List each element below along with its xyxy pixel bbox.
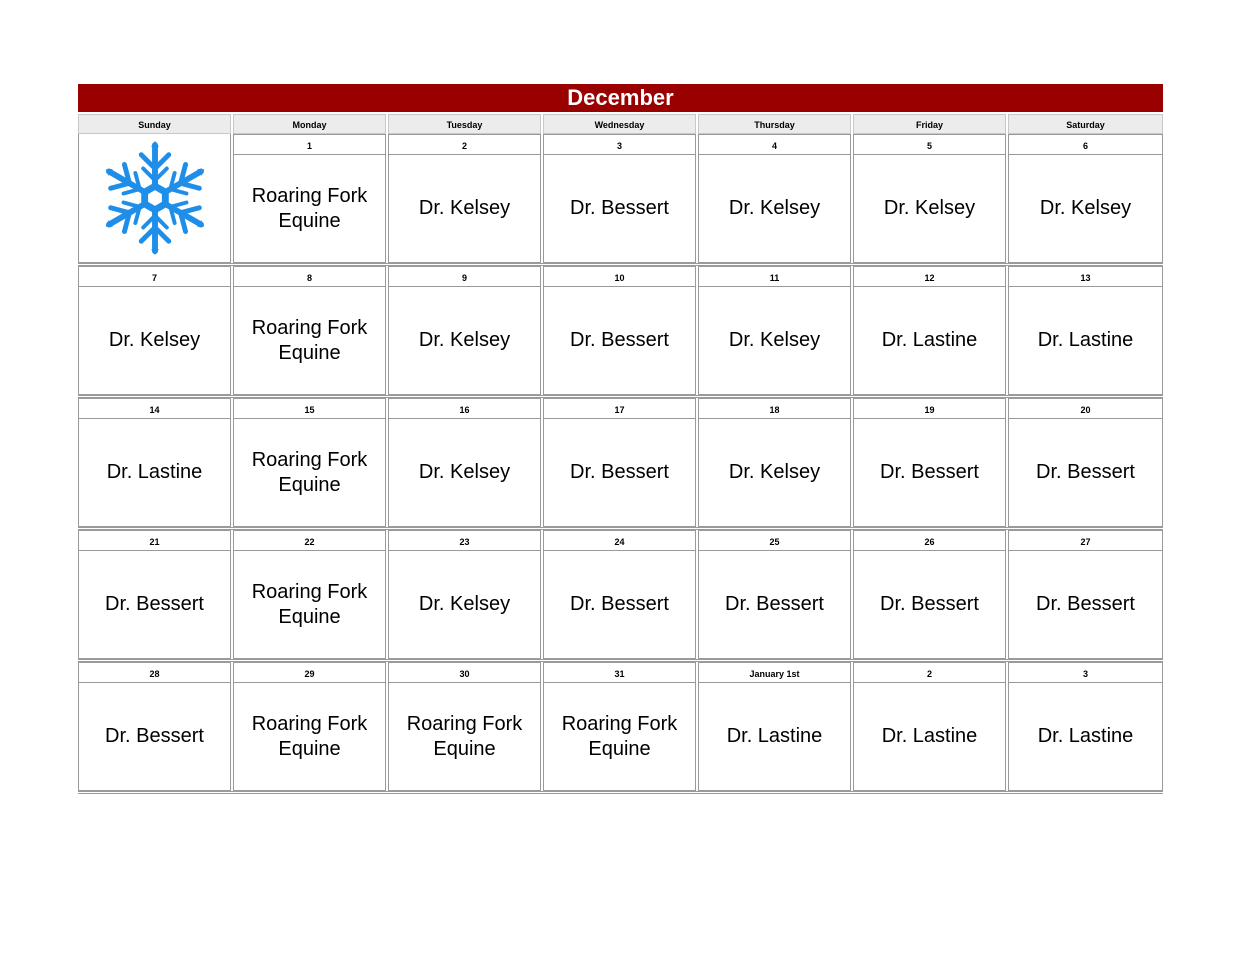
day-cell [388, 398, 541, 527]
week-row [78, 398, 1163, 530]
day-assignment: Dr. Bessert [570, 329, 669, 351]
day-cell [78, 398, 231, 527]
day-assignment: Dr. Lastine [106, 461, 203, 483]
week-row [78, 530, 1163, 662]
weekday-header: Sunday [78, 114, 231, 134]
day-cell [388, 134, 541, 263]
day-number: 1 [234, 135, 385, 155]
day-cell [78, 266, 231, 395]
week-row [78, 134, 1163, 266]
day-number: 3 [1009, 663, 1162, 683]
day-assignment: Roaring Fork Equine [251, 448, 368, 496]
day-number: 20 [1009, 399, 1162, 419]
day-cell [698, 266, 851, 395]
day-assignment: Dr. Bessert [1036, 593, 1135, 615]
day-assignment: Roaring Fork Equine [406, 712, 523, 760]
day-cell [698, 530, 851, 659]
day-number: 13 [1009, 267, 1162, 287]
day-assignment: Dr. Kelsey [728, 329, 821, 351]
weekday-header: Monday [233, 114, 386, 134]
day-assignment: Dr. Kelsey [883, 197, 976, 219]
day-number: 27 [1009, 531, 1162, 551]
day-cell [543, 134, 696, 263]
day-number: 2 [389, 135, 540, 155]
day-cell [853, 134, 1006, 263]
day-cell [543, 662, 696, 791]
day-number: 17 [544, 399, 695, 419]
day-number: 30 [389, 663, 540, 683]
day-cell [1008, 662, 1163, 791]
day-assignment: Dr. Lastine [1037, 329, 1134, 351]
day-cell [698, 398, 851, 527]
day-number: 19 [854, 399, 1005, 419]
day-cell [78, 530, 231, 659]
day-cell [233, 530, 386, 659]
day-number: 31 [544, 663, 695, 683]
day-assignment: Dr. Kelsey [418, 461, 511, 483]
weekday-header: Tuesday [388, 114, 541, 134]
day-assignment: Dr. Lastine [726, 725, 823, 747]
day-assignment: Dr. Lastine [881, 725, 978, 747]
day-cell [543, 266, 696, 395]
day-number: 10 [544, 267, 695, 287]
calendar-title: December [78, 84, 1163, 112]
weekday-header: Thursday [698, 114, 851, 134]
day-assignment: Dr. Bessert [1036, 461, 1135, 483]
day-number: 9 [389, 267, 540, 287]
day-cell [388, 530, 541, 659]
day-cell [698, 662, 851, 791]
weekday-header: Friday [853, 114, 1006, 134]
weekday-header-row [78, 114, 1163, 134]
day-cell [1008, 530, 1163, 659]
day-cell [1008, 398, 1163, 527]
day-cell [853, 662, 1006, 791]
day-assignment: Dr. Bessert [570, 593, 669, 615]
day-assignment: Dr. Lastine [1037, 725, 1134, 747]
week-row [78, 662, 1163, 794]
day-assignment: Dr. Bessert [880, 461, 979, 483]
day-number: 11 [699, 267, 850, 287]
day-number: 14 [79, 399, 230, 419]
day-assignment: Roaring Fork Equine [251, 712, 368, 760]
day-number: 4 [699, 135, 850, 155]
day-number: January 1st [699, 663, 850, 683]
day-assignment: Dr. Kelsey [108, 329, 201, 351]
day-assignment: Roaring Fork Equine [251, 580, 368, 628]
day-assignment: Roaring Fork Equine [561, 712, 678, 760]
day-cell [1008, 266, 1163, 395]
day-number: 21 [79, 531, 230, 551]
day-assignment: Roaring Fork Equine [251, 316, 368, 364]
calendar [78, 84, 1163, 794]
day-number: 15 [234, 399, 385, 419]
day-number: 8 [234, 267, 385, 287]
day-cell [233, 266, 386, 395]
day-cell [233, 134, 386, 263]
day-cell [853, 398, 1006, 527]
day-assignment: Dr. Bessert [105, 593, 204, 615]
day-assignment: Dr. Bessert [105, 725, 204, 747]
day-cell [1008, 134, 1163, 263]
day-number: 26 [854, 531, 1005, 551]
day-number: 29 [234, 663, 385, 683]
day-number: 3 [544, 135, 695, 155]
day-number: 6 [1009, 135, 1162, 155]
day-number: 25 [699, 531, 850, 551]
day-cell [233, 398, 386, 527]
day-number: 5 [854, 135, 1005, 155]
week-row [78, 266, 1163, 398]
day-number: 24 [544, 531, 695, 551]
day-cell [233, 662, 386, 791]
weekday-header: Wednesday [543, 114, 696, 134]
day-assignment: Dr. Bessert [725, 593, 824, 615]
day-number: 2 [854, 663, 1005, 683]
day-assignment: Dr. Kelsey [1039, 197, 1132, 219]
day-number: 22 [234, 531, 385, 551]
day-number: 28 [79, 663, 230, 683]
day-assignment: Dr. Kelsey [418, 593, 511, 615]
day-number: 7 [79, 267, 230, 287]
snowflake-icon [96, 139, 214, 257]
day-cell-content [79, 134, 230, 262]
weekday-header: Saturday [1008, 114, 1163, 134]
day-cell [78, 662, 231, 791]
day-assignment: Roaring Fork Equine [251, 184, 368, 232]
day-cell [388, 266, 541, 395]
day-assignment: Dr. Kelsey [728, 197, 821, 219]
day-assignment: Dr. Bessert [880, 593, 979, 615]
day-number: 12 [854, 267, 1005, 287]
day-assignment: Dr. Bessert [570, 461, 669, 483]
day-cell [78, 134, 231, 263]
day-cell [388, 662, 541, 791]
day-cell [853, 530, 1006, 659]
day-number: 23 [389, 531, 540, 551]
day-assignment: Dr. Lastine [881, 329, 978, 351]
day-number: 18 [699, 399, 850, 419]
day-assignment: Dr. Kelsey [728, 461, 821, 483]
day-cell [543, 398, 696, 527]
calendar-grid [78, 134, 1163, 794]
day-cell [698, 134, 851, 263]
day-number: 16 [389, 399, 540, 419]
day-assignment: Dr. Kelsey [418, 329, 511, 351]
day-cell [853, 266, 1006, 395]
day-assignment: Dr. Kelsey [418, 197, 511, 219]
day-cell [543, 530, 696, 659]
day-assignment: Dr. Bessert [570, 197, 669, 219]
